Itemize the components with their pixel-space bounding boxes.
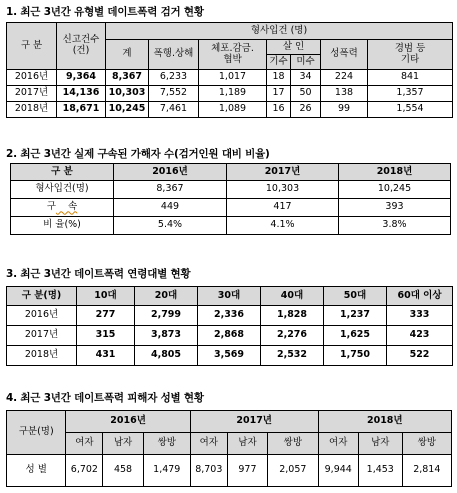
header-criminal: 형사입건 (명)	[106, 23, 453, 40]
header-2017: 2017년	[227, 164, 339, 181]
cell-label: 형사입건(명)	[11, 181, 114, 199]
header-both: 쌍방	[402, 433, 451, 455]
header-male: 남자	[227, 433, 267, 455]
cell-total: 10,303	[106, 86, 149, 102]
cell-value: 9,944	[318, 455, 358, 487]
label-part-a: 구	[46, 201, 56, 213]
cell-year: 2018년	[7, 102, 57, 118]
cell-total: 10,245	[106, 102, 149, 118]
header-2017: 2017년	[190, 411, 318, 433]
header-female: 여자	[318, 433, 358, 455]
cell-2018: 3.8%	[339, 217, 451, 235]
header-total: 계	[106, 40, 149, 70]
cell-2017: 417	[227, 199, 339, 217]
cell-value: 2,814	[402, 455, 451, 487]
cell-2016: 449	[114, 199, 227, 217]
header-50s: 50대	[324, 287, 387, 306]
cell-reports: 18,671	[57, 102, 106, 118]
table-row	[11, 217, 451, 235]
header-60plus: 60대 이상	[387, 287, 453, 306]
cell-2016: 5.4%	[114, 217, 227, 235]
table-row	[11, 199, 451, 217]
cell-value: 431	[77, 346, 135, 366]
section3-title: 3. 최근 3년간 데이트폭력 연령대별 현황	[6, 268, 191, 280]
table-row	[7, 326, 453, 346]
cell-2018: 10,245	[339, 181, 451, 199]
cell-label: 비 율(%)	[11, 217, 114, 235]
table-arrest-by-type	[6, 22, 453, 118]
header-40s: 40대	[261, 287, 324, 306]
cell-value: 277	[77, 306, 135, 326]
cell-year: 2017년	[7, 326, 77, 346]
cell-label	[11, 199, 114, 217]
header-2018: 2018년	[339, 164, 451, 181]
header-minor-other-text: 경범 등 기타	[394, 42, 426, 65]
cell-value: 6,702	[66, 455, 103, 487]
table-row	[7, 455, 452, 487]
cell-value: 1,750	[324, 346, 387, 366]
cell-year: 2017년	[7, 86, 57, 102]
cell-minor-other: 1,554	[368, 102, 453, 118]
header-assault: 폭행.상해	[149, 40, 199, 70]
header-10s: 10대	[77, 287, 135, 306]
header-2016: 2016년	[114, 164, 227, 181]
section4-title: 4. 최근 3년간 데이트폭력 피해자 성별 현황	[6, 392, 204, 404]
cell-value: 333	[387, 306, 453, 326]
cell-value: 423	[387, 326, 453, 346]
cell-value: 2,868	[198, 326, 261, 346]
header-30s: 30대	[198, 287, 261, 306]
header-murder-attempt: 미수	[291, 55, 321, 70]
header-both: 쌍방	[268, 433, 318, 455]
cell-value: 1,625	[324, 326, 387, 346]
cell-murder-done: 18	[267, 70, 291, 86]
cell-total: 8,367	[106, 70, 149, 86]
cell-sexual: 99	[321, 102, 368, 118]
cell-value: 315	[77, 326, 135, 346]
cell-value: 1,828	[261, 306, 324, 326]
cell-reports: 9,364	[57, 70, 106, 86]
cell-value: 2,799	[135, 306, 198, 326]
header-confinement-text: 체포.감금. 협박	[211, 42, 254, 65]
cell-year: 2016년	[7, 70, 57, 86]
cell-year: 2016년	[7, 306, 77, 326]
section1-title: 1. 최근 3년간 유형별 데이트폭력 검거 현황	[6, 6, 204, 18]
cell-reports: 14,136	[57, 86, 106, 102]
header-female: 여자	[66, 433, 103, 455]
table-row	[7, 306, 453, 326]
cell-confinement: 1,189	[199, 86, 267, 102]
label-part-b: 속	[55, 201, 78, 213]
header-both: 쌍방	[143, 433, 190, 455]
cell-assault: 6,233	[149, 70, 199, 86]
cell-murder-done: 16	[267, 102, 291, 118]
cell-value: 458	[103, 455, 143, 487]
header-sexual: 성폭력	[321, 40, 368, 70]
cell-value: 4,805	[135, 346, 198, 366]
cell-murder-attempt: 26	[291, 102, 321, 118]
cell-label: 성 별	[7, 455, 66, 487]
cell-value: 3,873	[135, 326, 198, 346]
header-reports-text: 신고건수 (건)	[62, 34, 100, 56]
header-reports	[57, 23, 106, 70]
header-category: 구 분	[7, 23, 57, 70]
cell-murder-attempt: 50	[291, 86, 321, 102]
table-row	[7, 86, 453, 102]
cell-year: 2018년	[7, 346, 77, 366]
cell-value: 2,336	[198, 306, 261, 326]
header-confinement	[199, 40, 267, 70]
table-row	[7, 102, 453, 118]
cell-2018: 393	[339, 199, 451, 217]
cell-assault: 7,552	[149, 86, 199, 102]
table-row	[7, 70, 453, 86]
cell-2016: 8,367	[114, 181, 227, 199]
cell-sexual: 138	[321, 86, 368, 102]
cell-value: 2,057	[268, 455, 318, 487]
header-murder: 살 인	[267, 40, 321, 55]
header-minor-other	[368, 40, 453, 70]
cell-2017: 4.1%	[227, 217, 339, 235]
table-row	[7, 346, 453, 366]
cell-value: 3,569	[198, 346, 261, 366]
cell-sexual: 224	[321, 70, 368, 86]
cell-value: 1,453	[358, 455, 402, 487]
cell-confinement: 1,017	[199, 70, 267, 86]
header-category: 구 분	[11, 164, 114, 181]
header-2016: 2016년	[66, 411, 190, 433]
cell-confinement: 1,089	[199, 102, 267, 118]
cell-value: 2,532	[261, 346, 324, 366]
header-male: 남자	[103, 433, 143, 455]
cell-value: 1,237	[324, 306, 387, 326]
header-category: 구분(명)	[7, 411, 66, 455]
header-murder-done: 기수	[267, 55, 291, 70]
section2-title: 2. 최근 3년간 실제 구속된 가해자 수(검거인원 대비 비율)	[6, 148, 270, 160]
table-row	[11, 181, 451, 199]
header-20s: 20대	[135, 287, 198, 306]
cell-minor-other: 841	[368, 70, 453, 86]
table-by-age	[6, 286, 453, 366]
cell-value: 8,703	[190, 455, 227, 487]
cell-value: 522	[387, 346, 453, 366]
table-victim-gender	[6, 410, 452, 487]
table-arrested-offenders	[10, 163, 451, 235]
header-female: 여자	[190, 433, 227, 455]
header-2018: 2018년	[318, 411, 451, 433]
cell-minor-other: 1,357	[368, 86, 453, 102]
cell-value: 2,276	[261, 326, 324, 346]
cell-murder-attempt: 34	[291, 70, 321, 86]
cell-value: 977	[227, 455, 267, 487]
cell-murder-done: 17	[267, 86, 291, 102]
cell-assault: 7,461	[149, 102, 199, 118]
header-category: 구 분(명)	[7, 287, 77, 306]
header-male: 남자	[358, 433, 402, 455]
cell-value: 1,479	[143, 455, 190, 487]
cell-2017: 10,303	[227, 181, 339, 199]
